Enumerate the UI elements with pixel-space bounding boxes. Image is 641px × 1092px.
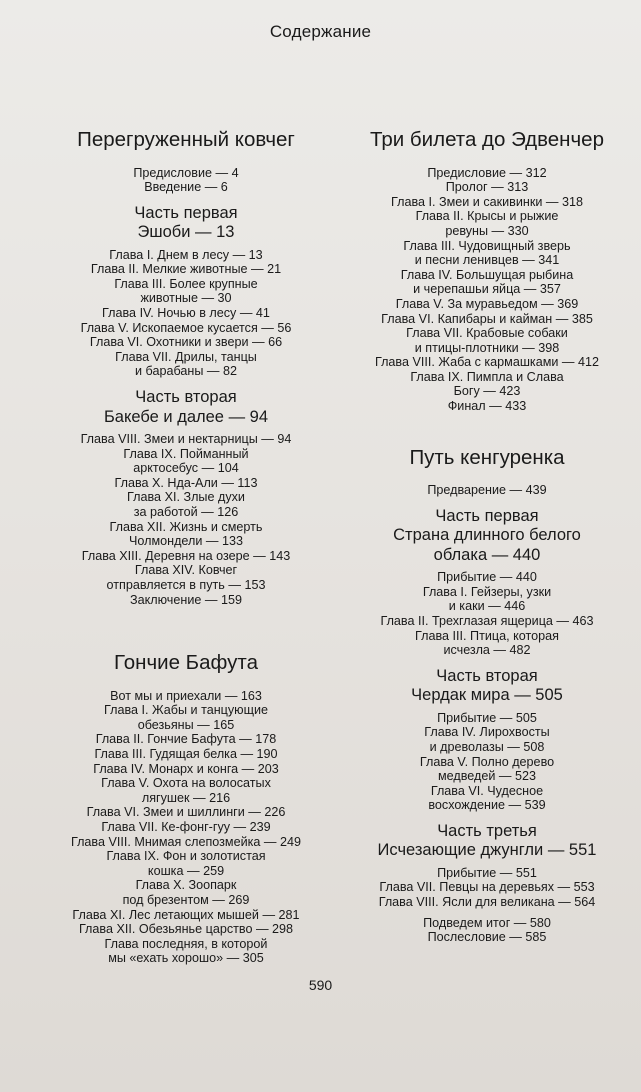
toc-entry: Глава VIII. Мнимая слепозмейка — 249 xyxy=(70,834,302,849)
toc-entry: Глава последняя, в которой мы «ехать хорошо» — 305 xyxy=(104,936,268,966)
toc-entry: Глава II. Крысы и рыжие ревуны — 330 xyxy=(415,209,559,238)
book-title-3: Три билета до Эдвенчер xyxy=(370,128,604,151)
book-title-1: Перегруженный ковчег xyxy=(77,128,295,151)
toc-group-b4-outro xyxy=(342,916,632,945)
toc-entry: Вот мы и приехали — 163 xyxy=(110,688,262,703)
toc-entry: Заключение — 159 xyxy=(130,592,242,607)
toc-entry: Глава IV. Ночью в лесу — 41 xyxy=(102,306,270,321)
page-title: Содержание xyxy=(269,22,372,41)
part-title-b4-p1: Часть первая Страна длинного белого облака — 440 xyxy=(393,506,581,564)
toc-entry: Глава VI. Капибары и кайман — 385 xyxy=(381,311,593,326)
toc-group-b4-p2 xyxy=(342,711,632,813)
toc-group-b1-intro xyxy=(36,166,336,195)
toc-entry: Глава IX. Фон и золотистая кошка — 259 xyxy=(106,849,266,878)
toc-entry: Глава I. Гейзеры, узки и каки — 446 xyxy=(422,584,552,614)
toc-entry: Глава XIV. Ковчег отправляется в путь — 153 xyxy=(106,563,266,592)
toc-entry: Предисловие — 312 xyxy=(427,165,547,180)
toc-entry: Глава V. Полно дерево медведей — 523 xyxy=(419,754,555,784)
part-title-b1-p2: Часть вторая Бакебе и далее — 94 xyxy=(103,388,269,426)
toc-entry: Глава V. Ископаемое кусается — 56 xyxy=(80,320,292,335)
toc-entry: Глава II. Гончие Бафута — 178 xyxy=(95,732,277,747)
left-column xyxy=(36,120,336,966)
toc-entry: Глава VI. Чудесное восхождение — 539 xyxy=(428,783,546,813)
toc-entry: Глава XI. Лес летающих мышей — 281 xyxy=(72,907,300,922)
toc-entry: Глава X. Нда-Али — 113 xyxy=(114,475,258,490)
toc-entry: Глава VI. Охотники и звери — 66 xyxy=(89,335,283,350)
part-title-b4-p2: Часть вторая Чердак мира — 505 xyxy=(411,666,563,705)
toc-group-b1-p2 xyxy=(36,432,336,607)
toc-entry: Глава IV. Большущая рыбина и черепашьи яйца — 357 xyxy=(400,267,574,297)
toc-entry: Введение — 6 xyxy=(144,180,228,195)
toc-entry: Глава III. Птица, которая исчезла — 482 xyxy=(415,628,559,658)
toc-entry: Глава VIII. Ясли для великана — 564 xyxy=(378,895,596,909)
toc-entry: Глава XII. Обезьянье царство — 298 xyxy=(78,922,294,937)
part-title-b1-p1: Часть первая Эшоби — 13 xyxy=(134,203,238,242)
toc-entry: Прибытие — 551 xyxy=(437,865,537,880)
toc-entry: Глава VIII. Жаба с кармашками — 412 xyxy=(374,355,600,370)
toc-entry: Глава IV. Монарх и конга — 203 xyxy=(93,761,279,776)
page-number: 590 xyxy=(308,977,333,993)
toc-entry: Глава III. Гудящая белка — 190 xyxy=(94,747,278,762)
toc-entry: Глава IX. Пойманный арктосебус — 104 xyxy=(123,446,249,476)
toc-entry: Глава XIII. Деревня на озере — 143 xyxy=(81,548,291,563)
toc-entry: Глава V. За муравьедом — 369 xyxy=(395,296,579,311)
toc-entry: Глава III. Более крупные животные — 30 xyxy=(114,276,258,306)
toc-entry: Предисловие — 4 xyxy=(133,165,239,180)
toc-entry: Подведем итог — 580 xyxy=(423,915,551,930)
toc-entry: Послесловие — 585 xyxy=(427,930,547,945)
toc-entry: Прибытие — 505 xyxy=(437,710,537,725)
toc-entry: Глава XI. Злые духи за работой — 126 xyxy=(127,490,245,519)
toc-entry: Глава I. Змеи и сакивинки — 318 xyxy=(390,194,584,209)
toc-entry: Глава IV. Лирохвосты и древолазы — 508 xyxy=(424,725,550,754)
toc-group-b3 xyxy=(342,166,632,414)
toc-entry: Прибытие — 440 xyxy=(437,570,537,585)
toc-entry: Глава VI. Змеи и шиллинги — 226 xyxy=(86,805,286,820)
book-title-4: Путь кенгуренка xyxy=(409,445,565,469)
toc-group-b4-intro xyxy=(342,483,632,498)
toc-entry: Предварение — 439 xyxy=(427,483,547,498)
book-title-2: Гончие Бафута xyxy=(114,651,258,675)
toc-entry: Глава XII. Жизнь и смерть Чолмондели — 133 xyxy=(109,519,263,549)
toc-entry: Глава III. Чудовищный зверь и песни ленивцев — 341 xyxy=(403,238,571,268)
toc-group-b4-p1 xyxy=(342,570,632,658)
toc-entry: Глава I. Жабы и танцующие обезьяны — 165 xyxy=(103,703,269,732)
toc-entry: Глава II. Мелкие животные — 21 xyxy=(90,262,282,277)
right-column xyxy=(342,120,632,945)
toc-entry: Глава X. Зоопарк под брезентом — 269 xyxy=(122,878,250,907)
toc-group-b1-p1 xyxy=(36,248,336,379)
toc-entry: Глава VIII. Змеи и нектарницы — 94 xyxy=(80,431,292,446)
toc-entry: Глава II. Трехглазая ящерица — 463 xyxy=(380,614,594,628)
toc-entry: Глава V. Охота на волосатых лягушек — 216 xyxy=(101,776,271,805)
toc-entry: Глава VII. Ке-фонг-гуу — 239 xyxy=(101,820,271,834)
toc-group-b2 xyxy=(36,689,336,966)
part-title-b4-p3: Часть третья Исчезающие джунгли — 551 xyxy=(377,821,597,860)
toc-group-b4-p3 xyxy=(342,866,632,910)
toc-entry: Финал — 433 xyxy=(447,399,527,414)
toc-entry: Пролог — 313 xyxy=(445,180,529,195)
toc-entry: Глава VII. Дрилы, танцы и барабаны — 82 xyxy=(115,349,257,379)
toc-entry: Глава VII. Певцы на деревьях — 553 xyxy=(379,880,595,895)
toc-entry: Глава IX. Пимпла и Слава Богу — 423 xyxy=(410,369,564,399)
toc-entry: Глава I. Днем в лесу — 13 xyxy=(109,247,263,262)
toc-entry: Глава VII. Крабовые собаки и птицы-плотники — 398 xyxy=(406,326,568,355)
